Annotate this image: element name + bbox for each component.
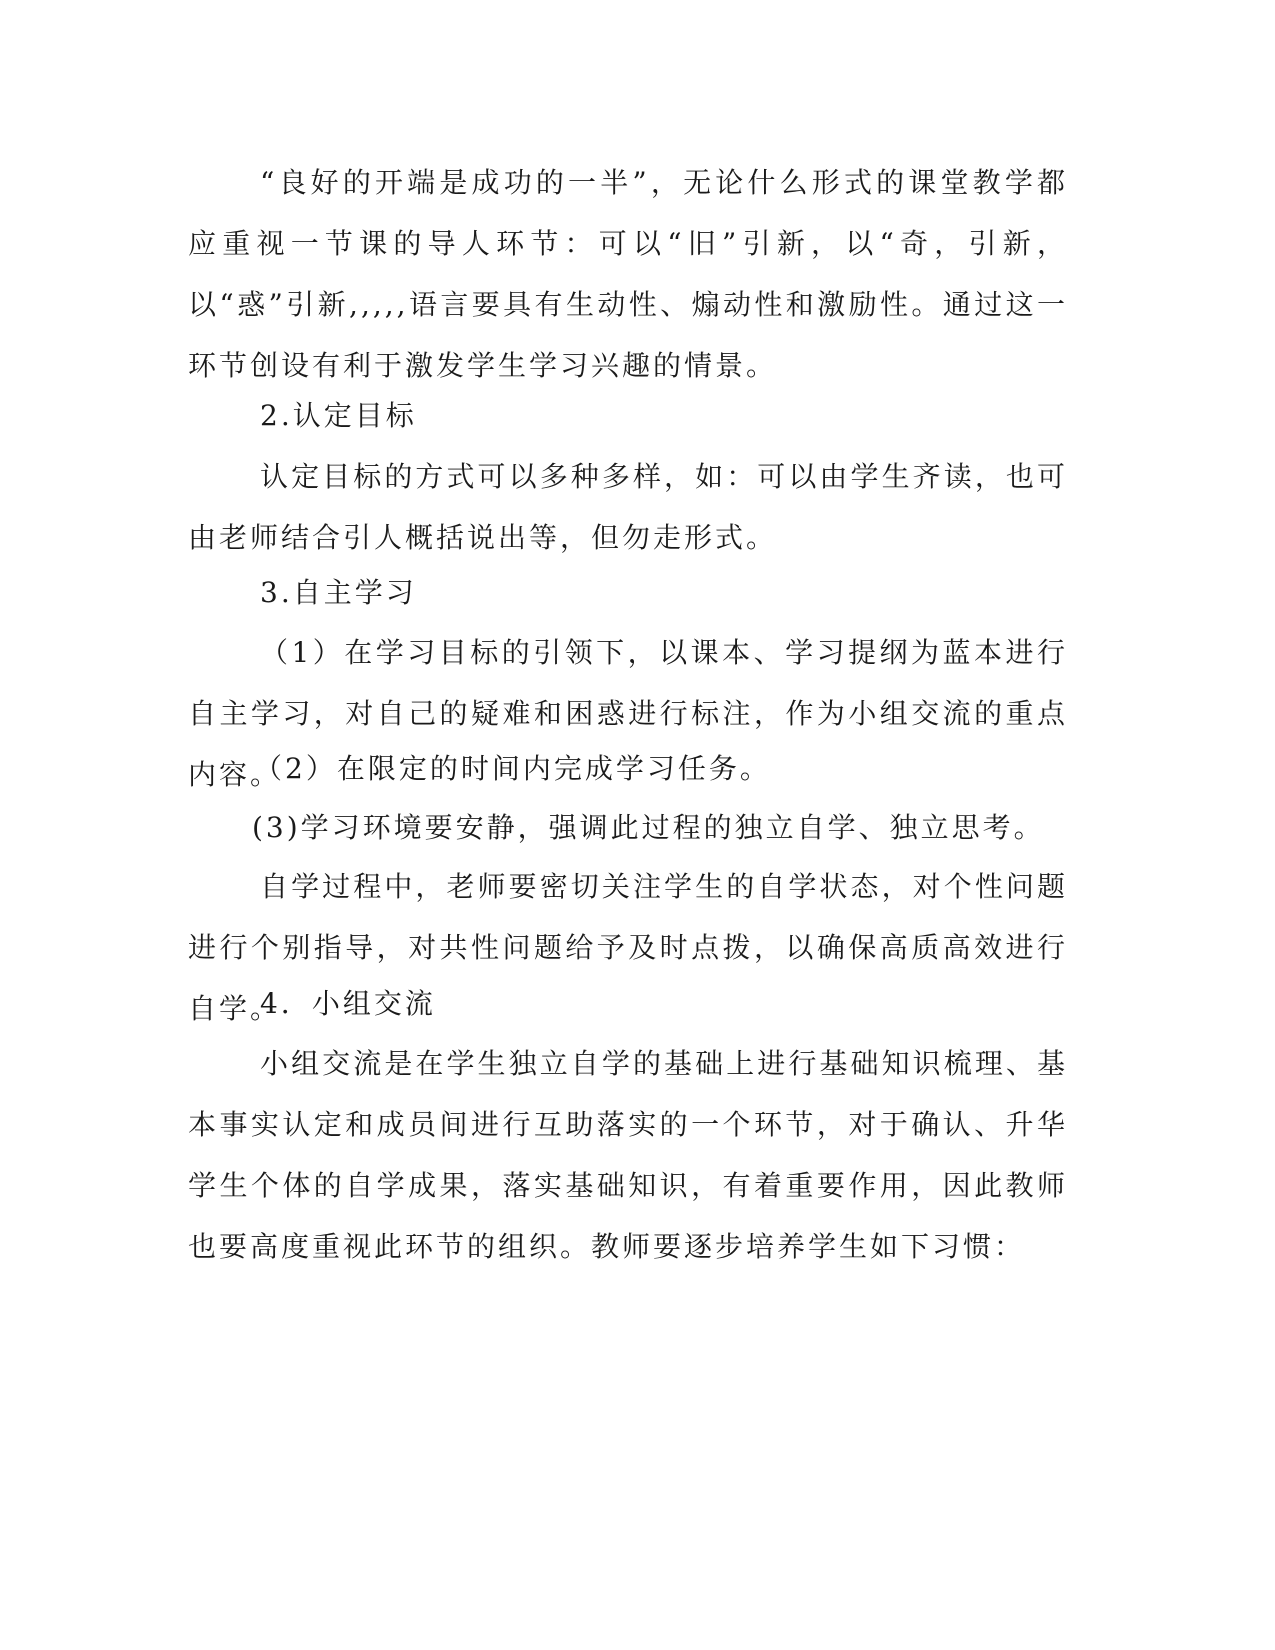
paragraph-teacher-guidance: 自学过程中，老师要密切关注学生的自学状态，对个性问题进行个别指导，对共性问题给予及时点拨，以确保高质高效进行自学。 [188, 870, 1068, 1025]
heading-set-goals: 2.认定目标 [260, 399, 417, 432]
heading-self-study: 3.自主学习 [260, 576, 417, 609]
paragraph-group-exchange: 小组交流是在学生独立自学的基础上进行基础知识梳理、基本事实认定和成员间进行互助落实的一个环节，对于确认、升华学生个体的自学成果，落实基础知识，有着重要作用，因此教师也要高度重视此环节的组织。教师要逐步培养学生如下习惯： [188, 1047, 1068, 1263]
heading-group-exchange: 4．小组交流 [260, 987, 436, 1020]
paragraph-set-goals: 认定目标的方式可以多种多样，如：可以由学生齐读，也可由老师结合引人概括说出等，但勿走形式。 [188, 460, 1068, 554]
paragraph-self-study-1: （1）在学习目标的引领下，以课本、学习提纲为蓝本进行自主学习，对自己的疑难和困惑进行标注，作为小组交流的重点内容。 [188, 636, 1068, 791]
paragraph-intro: “良好的开端是成功的一半”，无论什么形式的课堂教学都应重视一节课的导人环节：可以“旧”引新，以“奇，引新，以“惑”引新,,,,,语言要具有生动性、煽动性和激励性。通过这一环节创设有利于激发学生学习兴趣的情景。 [188, 166, 1068, 382]
paragraph-self-study-3: (3)学习环境要安静，强调此过程的独立自学、独立思考。 [252, 811, 1045, 844]
paragraph-self-study-2: （2）在限定的时间内完成学习任务。 [254, 752, 771, 785]
